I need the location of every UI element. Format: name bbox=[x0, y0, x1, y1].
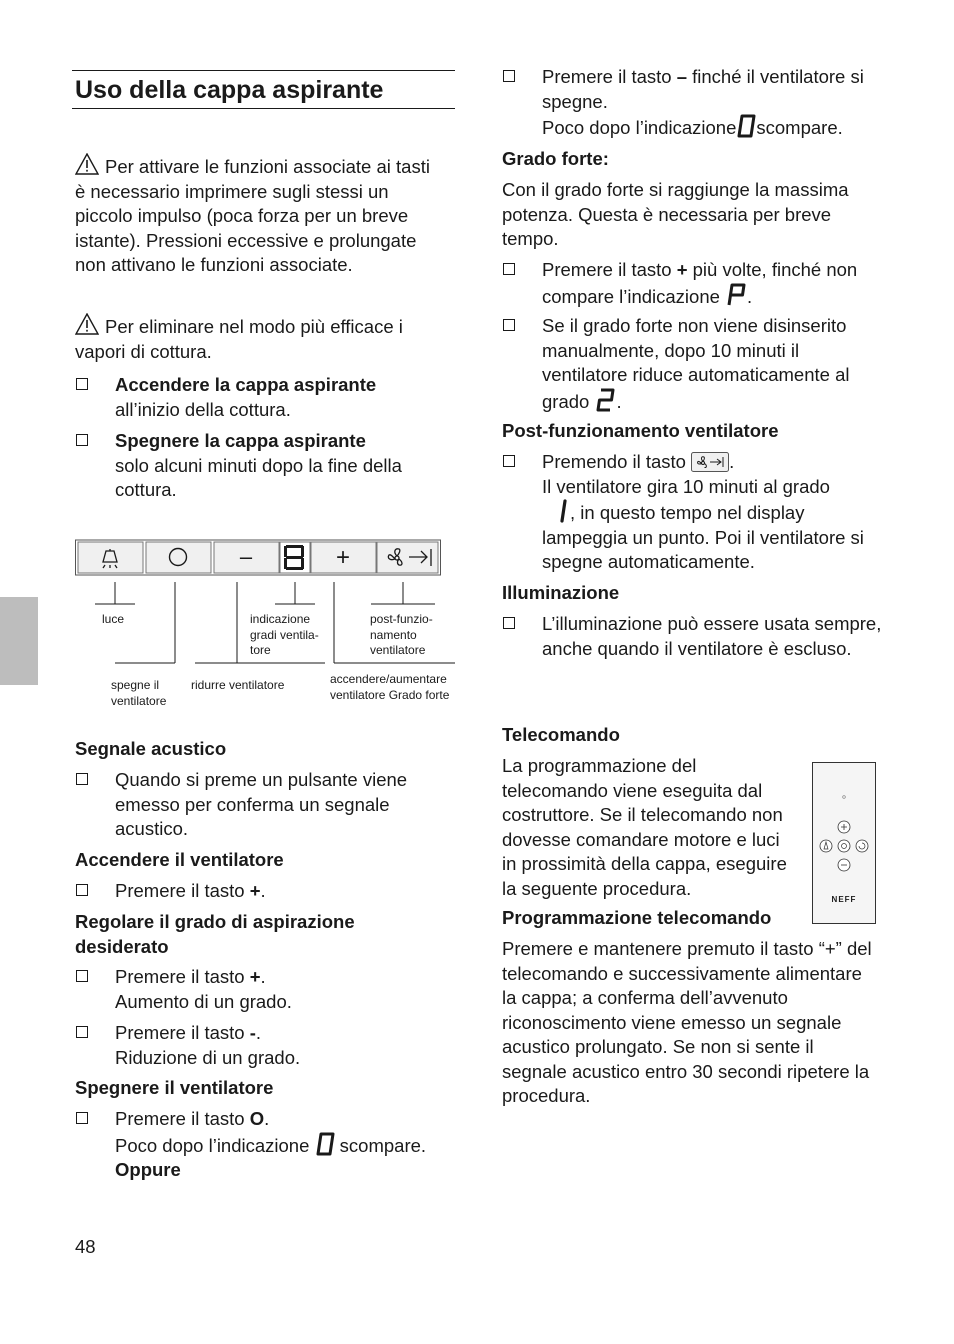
minus-button[interactable] bbox=[214, 542, 279, 573]
page-number: 48 bbox=[75, 1236, 96, 1257]
list-item bbox=[75, 373, 457, 422]
seven-segment-one-icon bbox=[550, 499, 570, 523]
remote-timer-button[interactable] bbox=[856, 840, 868, 852]
control-panel-diagram bbox=[75, 538, 465, 728]
remote-minus-button[interactable] bbox=[838, 859, 850, 871]
warning-icon bbox=[75, 313, 99, 335]
programmazione-paragraph: Premere e mantenere premuto il tasto “+” del telecomando e successivamente alimentare la cappa; a conferma dell’avvenuto riconoscimento viene emesso un segnale acustico prolungato. Se non si sente il segnale acustico entro 30 secondi ripetere la procedura. bbox=[502, 938, 872, 1106]
list-item-text: Il ventilatore gira 10 minuti al grado bbox=[542, 475, 830, 497]
fan-overrun-key-icon bbox=[691, 452, 729, 472]
remote-control-svg bbox=[813, 763, 875, 923]
plus-key: + bbox=[249, 880, 261, 901]
grado-forte-paragraph: Con il grado forte si raggiunge la massima potenza. Questa è necessaria per breve tempo. bbox=[502, 179, 849, 249]
checkbox-bullet-icon bbox=[76, 970, 88, 982]
seven-segment-two-icon bbox=[594, 388, 616, 412]
list-item-text: , in questo tempo nel display lampeggia un punto. Poi il ventilatore si spegne automaticamente. bbox=[542, 502, 864, 572]
heading-grado-forte: Grado forte: bbox=[502, 148, 609, 169]
list-item-text: Aumento di un grado. bbox=[115, 990, 292, 1012]
list-item-text: Premere il tasto bbox=[542, 259, 677, 280]
seven-segment-zero-icon bbox=[736, 114, 756, 138]
label-post-funzionamento: post-funzio-namento ventilatore bbox=[370, 612, 433, 657]
list-item-text: Premere il tasto bbox=[115, 880, 250, 901]
list-item bbox=[75, 1107, 457, 1183]
list-item-text: . bbox=[616, 390, 622, 412]
list-item-text: Se il grado forte non viene disinserito manualmente, dopo 10 minuti il ventilatore riduce automaticamente al grado bbox=[542, 315, 850, 412]
remote-light-button[interactable] bbox=[820, 840, 832, 852]
checkbox-bullet-icon bbox=[503, 617, 515, 629]
heading-telecomando: Telecomando bbox=[502, 724, 620, 745]
list-item-text: solo alcuni minuti dopo la fine della cottura. bbox=[115, 454, 402, 500]
list-item-bold: Accendere la cappa aspirante bbox=[115, 374, 377, 395]
warning-icon bbox=[75, 153, 99, 175]
telecomando-paragraph: La programmazione del telecomando viene eseguita dal costruttore. Se il telecomando non dovesse comandare motore e luci in prossimità della cappa, eseguire la seguente procedura. bbox=[502, 755, 787, 899]
list-item-text: più volte, finché non compare l’indicazione bbox=[542, 259, 858, 307]
list-item bbox=[502, 314, 882, 414]
plus-symbol: + bbox=[335, 544, 351, 571]
checkbox-bullet-icon bbox=[503, 455, 515, 467]
heading-post-funzionamento: Post-funzionamento ventilatore bbox=[502, 420, 779, 441]
remote-fan-button[interactable] bbox=[838, 840, 850, 852]
list-item-text: . bbox=[747, 285, 753, 307]
heading-illuminazione: Illuminazione bbox=[502, 582, 620, 603]
minus-key: – bbox=[676, 66, 687, 87]
warning-text-1: Per attivare le funzioni associate ai tasti è necessario imprimere sugli stessi un piccolo impulso (poca forza per un breve istante). Pressioni eccessive e prolungate non attivano le funzioni associate. bbox=[75, 156, 430, 275]
off-key: O bbox=[249, 1108, 265, 1129]
label-ridurre: ridurre ventilatore bbox=[191, 678, 285, 692]
list-item-text: Poco dopo l’indicazione bbox=[115, 1134, 315, 1156]
list-item-text: Premere il tasto bbox=[115, 1108, 250, 1129]
plus-key: + bbox=[249, 966, 261, 987]
fan-overrun-button[interactable] bbox=[377, 542, 438, 573]
minus-symbol: – bbox=[239, 544, 253, 569]
list-item bbox=[502, 65, 882, 141]
heading-accendere: Accendere il ventilatore bbox=[75, 849, 284, 870]
title-bar bbox=[72, 70, 455, 109]
list-item-text: . bbox=[264, 1108, 270, 1129]
list-item-text: Premendo il tasto bbox=[542, 451, 692, 472]
plus-button[interactable] bbox=[311, 542, 376, 573]
checkbox-bullet-icon bbox=[503, 319, 515, 331]
list-item-text: scompare. bbox=[756, 117, 843, 138]
list-item-text: Poco dopo l’indicazione bbox=[542, 117, 737, 138]
list-item bbox=[75, 429, 457, 503]
list-item-text: . bbox=[729, 451, 735, 472]
remote-brand-logo: NEFF bbox=[831, 895, 857, 904]
list-item bbox=[75, 768, 457, 842]
list-item-text: . bbox=[255, 1022, 261, 1043]
fan-level-display bbox=[280, 542, 310, 573]
list-item-text: Premere il tasto bbox=[542, 66, 677, 87]
heading-spegnere: Spegnere il ventilatore bbox=[75, 1077, 274, 1098]
list-item-text: . bbox=[260, 966, 266, 987]
light-button[interactable] bbox=[78, 542, 143, 573]
plus-key: + bbox=[676, 259, 688, 280]
label-spegne: spegne il ventilatore bbox=[111, 678, 167, 708]
list-item-text: scompare. bbox=[334, 1134, 427, 1156]
checkbox-bullet-icon bbox=[503, 70, 515, 82]
list-item bbox=[75, 879, 457, 904]
list-item bbox=[75, 1021, 457, 1070]
heading-programmazione: Programmazione telecomando bbox=[502, 907, 772, 928]
warning-paragraph-1 bbox=[75, 153, 435, 278]
list-item-text: Quando si preme un pulsante viene emesso per conferma un segnale acustico. bbox=[115, 769, 408, 839]
off-button[interactable] bbox=[146, 542, 211, 573]
checkbox-bullet-icon bbox=[76, 884, 88, 896]
list-item-text: Premere il tasto bbox=[115, 966, 250, 987]
label-indicazione: indicazione gradi ventila-tore bbox=[250, 612, 319, 657]
remote-plus-button[interactable] bbox=[838, 821, 850, 833]
checkbox-bullet-icon bbox=[76, 773, 88, 785]
seven-segment-zero-icon bbox=[315, 1132, 335, 1156]
checkbox-bullet-icon bbox=[76, 1026, 88, 1038]
checkbox-bullet-icon bbox=[76, 434, 88, 446]
list-item bbox=[502, 612, 882, 661]
side-tab bbox=[0, 597, 38, 685]
remote-control-illustration bbox=[812, 762, 876, 924]
checkbox-bullet-icon bbox=[76, 1112, 88, 1124]
label-accendere: accendere/aumentare ventilatore Grado forte bbox=[330, 672, 450, 702]
warning-paragraph-2 bbox=[75, 313, 445, 364]
list-item bbox=[502, 450, 882, 575]
list-item-text: all’inizio della cottura. bbox=[115, 398, 291, 420]
list-item bbox=[502, 258, 882, 309]
list-item-text: finché il ventilatore si spegne. bbox=[542, 66, 864, 112]
list-item-text: Riduzione di un grado. bbox=[115, 1046, 301, 1068]
list-item-text: . bbox=[260, 880, 266, 901]
heading-segnale: Segnale acustico bbox=[75, 738, 227, 759]
heading-regolare: Regolare il grado di aspirazione desiderato bbox=[75, 911, 355, 957]
oppure-label: Oppure bbox=[115, 1159, 181, 1180]
label-luce: luce bbox=[102, 612, 125, 626]
checkbox-bullet-icon bbox=[503, 263, 515, 275]
warning-text-2: Per eliminare nel modo più efficace i vapori di cottura. bbox=[75, 316, 403, 362]
checkbox-bullet-icon bbox=[76, 378, 88, 390]
minus-key: - bbox=[249, 1022, 256, 1043]
list-item bbox=[75, 965, 457, 1014]
list-item-text: L’illuminazione può essere usata sempre, anche quando il ventilatore è escluso. bbox=[542, 613, 882, 659]
seven-segment-p-icon bbox=[725, 283, 747, 307]
list-item-text: Premere il tasto bbox=[115, 1022, 250, 1043]
page-title: Uso della cappa aspirante bbox=[75, 76, 384, 104]
list-item-bold: Spegnere la cappa aspirante bbox=[115, 430, 366, 451]
